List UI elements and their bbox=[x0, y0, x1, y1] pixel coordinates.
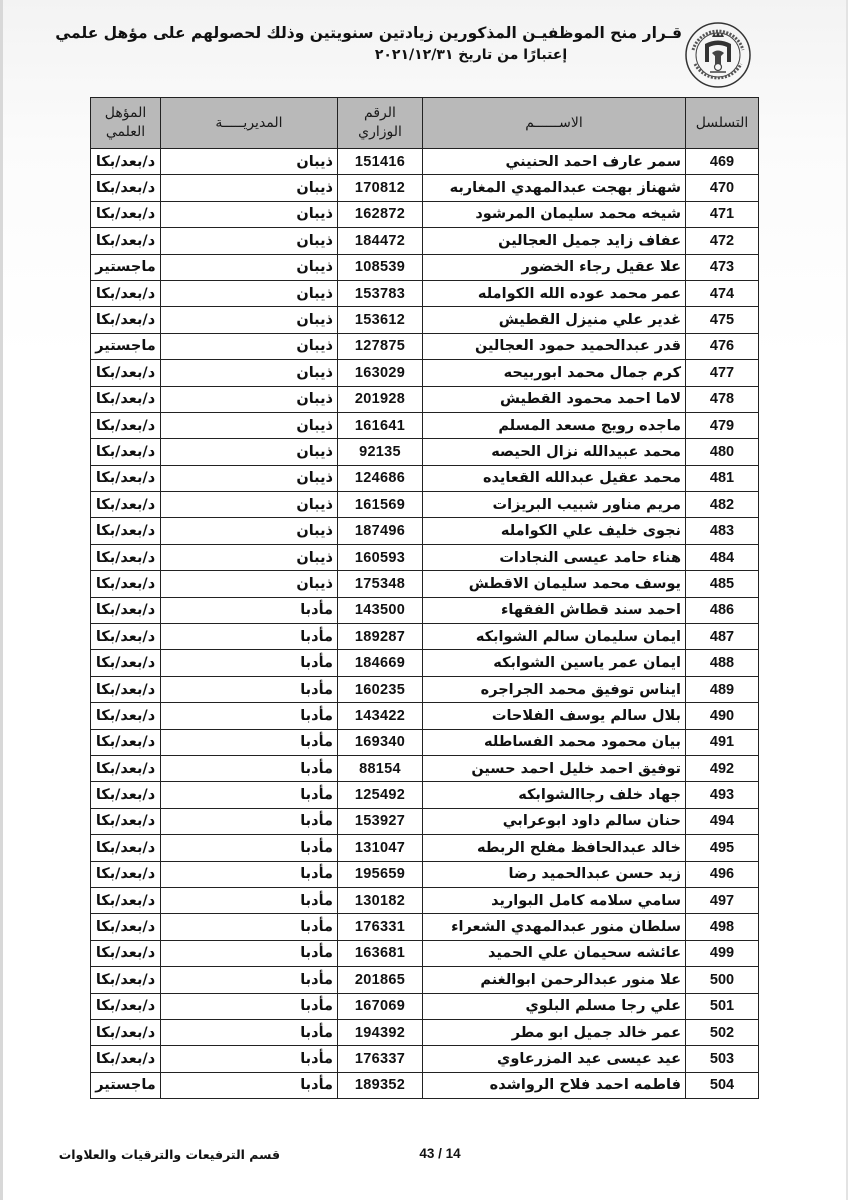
ministry-number-cell: 130182 bbox=[338, 887, 423, 913]
ministry-number-cell: 189287 bbox=[338, 624, 423, 650]
table-row bbox=[91, 254, 759, 280]
directorate-cell: ذيبان bbox=[161, 175, 338, 201]
ministry-number-cell: 169340 bbox=[338, 729, 423, 755]
document-title: قـرار منح الموظفيـن المذكورين زيادتين سنويتين وذلك لحصولهم على مؤهل علمي bbox=[55, 24, 682, 42]
serial-cell: 470 bbox=[686, 175, 759, 201]
table-row bbox=[91, 624, 759, 650]
ministry-number-cell: 175348 bbox=[338, 571, 423, 597]
qualification-cell: د/بعد/بكا bbox=[91, 887, 161, 913]
directorate-cell: ذيبان bbox=[161, 544, 338, 570]
name-cell: سامي سلامه كامل البواريد bbox=[423, 887, 686, 913]
name-cell: نجوى خليف علي الكوامله bbox=[423, 518, 686, 544]
name-cell: زيد حسن عبدالحميد رضا bbox=[423, 861, 686, 887]
qualification-cell: د/بعد/بكا bbox=[91, 1046, 161, 1072]
directorate-cell: مأدبا bbox=[161, 782, 338, 808]
footer-department: قسم الترفيعات والترقيات والعلاوات bbox=[58, 1147, 280, 1162]
employees-table bbox=[90, 97, 759, 1099]
name-cell: احمد سند قطاش الفقهاء bbox=[423, 597, 686, 623]
table-row bbox=[91, 544, 759, 570]
ministry-number-cell: 163029 bbox=[338, 360, 423, 386]
column-header-directorate bbox=[161, 98, 338, 149]
table-row bbox=[91, 887, 759, 913]
ministry-number-cell: 184472 bbox=[338, 228, 423, 254]
ministry-number-cell: 189352 bbox=[338, 1072, 423, 1098]
directorate-cell: ذيبان bbox=[161, 333, 338, 359]
qualification-cell: د/بعد/بكا bbox=[91, 993, 161, 1019]
table-row bbox=[91, 755, 759, 781]
name-cell: هناء حامد عيسى النجادات bbox=[423, 544, 686, 570]
serial-cell: 484 bbox=[686, 544, 759, 570]
ministry-number-cell: 151416 bbox=[338, 149, 423, 175]
ministry-number-cell: 131047 bbox=[338, 835, 423, 861]
name-cell: عمر خالد جميل ابو مطر bbox=[423, 1019, 686, 1045]
table-row bbox=[91, 1072, 759, 1098]
qualification-cell: د/بعد/بكا bbox=[91, 492, 161, 518]
serial-cell: 488 bbox=[686, 650, 759, 676]
qualification-cell: د/بعد/بكا bbox=[91, 149, 161, 175]
directorate-cell: ذيبان bbox=[161, 307, 338, 333]
name-cell: ماجده رويج مسعد المسلم bbox=[423, 412, 686, 438]
serial-cell: 477 bbox=[686, 360, 759, 386]
qualification-cell: د/بعد/بكا bbox=[91, 544, 161, 570]
column-header-serial-label: التسلسل bbox=[695, 114, 749, 131]
name-cell: عمر محمد عوده الله الكوامله bbox=[423, 280, 686, 306]
qualification-cell: د/بعد/بكا bbox=[91, 571, 161, 597]
serial-cell: 474 bbox=[686, 280, 759, 306]
ministry-number-cell: 143500 bbox=[338, 597, 423, 623]
name-cell: سلطان منور عبدالمهدي الشعراء bbox=[423, 914, 686, 940]
qualification-cell: د/بعد/بكا bbox=[91, 412, 161, 438]
serial-cell: 492 bbox=[686, 755, 759, 781]
table-row bbox=[91, 492, 759, 518]
ministry-number-cell: 184669 bbox=[338, 650, 423, 676]
name-cell: لاما احمد محمود القطيش bbox=[423, 386, 686, 412]
ministry-number-cell: 201865 bbox=[338, 967, 423, 993]
column-header-ministry-number-line1: الرقم bbox=[364, 105, 396, 121]
qualification-cell: د/بعد/بكا bbox=[91, 967, 161, 993]
ministry-number-cell: 195659 bbox=[338, 861, 423, 887]
table-row bbox=[91, 1019, 759, 1045]
qualification-cell: د/بعد/بكا bbox=[91, 280, 161, 306]
ministry-number-cell: 143422 bbox=[338, 703, 423, 729]
name-cell: مريم مناور شبيب البريزات bbox=[423, 492, 686, 518]
qualification-cell: د/بعد/بكا bbox=[91, 782, 161, 808]
column-header-qualification-line2: العلمي bbox=[105, 124, 146, 140]
column-header-serial bbox=[686, 98, 759, 149]
serial-cell: 471 bbox=[686, 201, 759, 227]
name-cell: جهاد خلف رجاالشوابكه bbox=[423, 782, 686, 808]
serial-cell: 481 bbox=[686, 465, 759, 491]
qualification-cell: د/بعد/بكا bbox=[91, 914, 161, 940]
serial-cell: 480 bbox=[686, 439, 759, 465]
name-cell: ايناس توفيق محمد الجراجره bbox=[423, 676, 686, 702]
directorate-cell: مأدبا bbox=[161, 914, 338, 940]
page-edge-left bbox=[0, 0, 3, 1200]
serial-cell: 497 bbox=[686, 887, 759, 913]
name-cell: علا منور عبدالرحمن ابوالغنم bbox=[423, 967, 686, 993]
serial-cell: 486 bbox=[686, 597, 759, 623]
table-row bbox=[91, 808, 759, 834]
qualification-cell: ماجستير bbox=[91, 333, 161, 359]
qualification-cell: د/بعد/بكا bbox=[91, 201, 161, 227]
directorate-cell: مأدبا bbox=[161, 861, 338, 887]
qualification-cell: د/بعد/بكا bbox=[91, 729, 161, 755]
directorate-cell: مأدبا bbox=[161, 993, 338, 1019]
table-row bbox=[91, 386, 759, 412]
table-row bbox=[91, 412, 759, 438]
table-row bbox=[91, 175, 759, 201]
serial-cell: 500 bbox=[686, 967, 759, 993]
table-row bbox=[91, 1046, 759, 1072]
serial-cell: 502 bbox=[686, 1019, 759, 1045]
table-row bbox=[91, 149, 759, 175]
table-row bbox=[91, 280, 759, 306]
serial-cell: 483 bbox=[686, 518, 759, 544]
qualification-cell: د/بعد/بكا bbox=[91, 1019, 161, 1045]
name-cell: غدير علي منيزل القطيش bbox=[423, 307, 686, 333]
qualification-cell: ماجستير bbox=[91, 1072, 161, 1098]
serial-cell: 494 bbox=[686, 808, 759, 834]
serial-cell: 503 bbox=[686, 1046, 759, 1072]
qualification-cell: د/بعد/بكا bbox=[91, 597, 161, 623]
ministry-number-cell: 88154 bbox=[338, 755, 423, 781]
qualification-cell: د/بعد/بكا bbox=[91, 808, 161, 834]
table-row bbox=[91, 650, 759, 676]
serial-cell: 472 bbox=[686, 228, 759, 254]
directorate-cell: مأدبا bbox=[161, 624, 338, 650]
name-cell: شيخه محمد سليمان المرشود bbox=[423, 201, 686, 227]
column-header-name-label: الاســــــم bbox=[525, 114, 583, 131]
name-cell: يوسف محمد سليمان الاقطش bbox=[423, 571, 686, 597]
table-row bbox=[91, 439, 759, 465]
ministry-number-cell: 160235 bbox=[338, 676, 423, 702]
ministry-number-cell: 92135 bbox=[338, 439, 423, 465]
ministry-number-cell: 176337 bbox=[338, 1046, 423, 1072]
column-header-directorate-label: المديريـــــة bbox=[215, 114, 283, 131]
directorate-cell: مأدبا bbox=[161, 755, 338, 781]
table-row bbox=[91, 940, 759, 966]
serial-cell: 498 bbox=[686, 914, 759, 940]
qualification-cell: د/بعد/بكا bbox=[91, 940, 161, 966]
ministry-emblem-icon bbox=[683, 20, 753, 90]
name-cell: محمد عقيل عبدالله القعايده bbox=[423, 465, 686, 491]
table-row bbox=[91, 703, 759, 729]
directorate-cell: مأدبا bbox=[161, 835, 338, 861]
ministry-number-cell: 167069 bbox=[338, 993, 423, 1019]
directorate-cell: مأدبا bbox=[161, 703, 338, 729]
table-row bbox=[91, 360, 759, 386]
ministry-number-cell: 162872 bbox=[338, 201, 423, 227]
column-header-qualification bbox=[91, 98, 161, 149]
ministry-number-cell: 108539 bbox=[338, 254, 423, 280]
name-cell: ايمان عمر ياسين الشوابكه bbox=[423, 650, 686, 676]
serial-cell: 499 bbox=[686, 940, 759, 966]
document-subtitle: إعتبارًا من تاريخ ٢٠٢١/١٢/٣١ bbox=[374, 47, 568, 63]
directorate-cell: ذيبان bbox=[161, 280, 338, 306]
table-header-row bbox=[91, 98, 759, 149]
table-row bbox=[91, 597, 759, 623]
name-cell: علا عقيل رجاء الخضور bbox=[423, 254, 686, 280]
name-cell: عفاف زايد جميل العجالين bbox=[423, 228, 686, 254]
ministry-number-cell: 127875 bbox=[338, 333, 423, 359]
directorate-cell: مأدبا bbox=[161, 1072, 338, 1098]
directorate-cell: ذيبان bbox=[161, 518, 338, 544]
table-row bbox=[91, 465, 759, 491]
name-cell: خالد عبدالحافظ مفلح الربطه bbox=[423, 835, 686, 861]
qualification-cell: د/بعد/بكا bbox=[91, 360, 161, 386]
name-cell: محمد عبيدالله نزال الحيصه bbox=[423, 439, 686, 465]
table-row bbox=[91, 835, 759, 861]
ministry-number-cell: 125492 bbox=[338, 782, 423, 808]
name-cell: قدر عبدالحميد حمود العجالين bbox=[423, 333, 686, 359]
table-row bbox=[91, 228, 759, 254]
directorate-cell: ذيبان bbox=[161, 465, 338, 491]
qualification-cell: د/بعد/بكا bbox=[91, 465, 161, 491]
table-row bbox=[91, 861, 759, 887]
serial-cell: 490 bbox=[686, 703, 759, 729]
directorate-cell: مأدبا bbox=[161, 808, 338, 834]
ministry-number-cell: 194392 bbox=[338, 1019, 423, 1045]
serial-cell: 495 bbox=[686, 835, 759, 861]
employees-table-container bbox=[90, 97, 758, 1099]
ministry-number-cell: 176331 bbox=[338, 914, 423, 940]
ministry-number-cell: 161569 bbox=[338, 492, 423, 518]
ministry-number-cell: 153927 bbox=[338, 808, 423, 834]
ministry-number-cell: 161641 bbox=[338, 412, 423, 438]
table-row bbox=[91, 518, 759, 544]
serial-cell: 473 bbox=[686, 254, 759, 280]
column-header-qualification-line1: المؤهل bbox=[104, 105, 147, 121]
directorate-cell: مأدبا bbox=[161, 1046, 338, 1072]
qualification-cell: د/بعد/بكا bbox=[91, 175, 161, 201]
directorate-cell: ذيبان bbox=[161, 228, 338, 254]
page-number: 43 / 14 bbox=[419, 1146, 461, 1161]
qualification-cell: ماجستير bbox=[91, 254, 161, 280]
table-body bbox=[91, 149, 759, 1099]
directorate-cell: مأدبا bbox=[161, 650, 338, 676]
directorate-cell: مأدبا bbox=[161, 676, 338, 702]
name-cell: بلال سالم يوسف الفلاحات bbox=[423, 703, 686, 729]
name-cell: حنان سالم داود ابوعرابي bbox=[423, 808, 686, 834]
table-row bbox=[91, 307, 759, 333]
table-row bbox=[91, 676, 759, 702]
serial-cell: 485 bbox=[686, 571, 759, 597]
qualification-cell: د/بعد/بكا bbox=[91, 228, 161, 254]
directorate-cell: ذيبان bbox=[161, 254, 338, 280]
table-row bbox=[91, 914, 759, 940]
directorate-cell: مأدبا bbox=[161, 1019, 338, 1045]
qualification-cell: د/بعد/بكا bbox=[91, 861, 161, 887]
table-row bbox=[91, 571, 759, 597]
serial-cell: 489 bbox=[686, 676, 759, 702]
name-cell: توفيق احمد خليل احمد حسين bbox=[423, 755, 686, 781]
name-cell: ايمان سليمان سالم الشوابكه bbox=[423, 624, 686, 650]
serial-cell: 491 bbox=[686, 729, 759, 755]
directorate-cell: ذيبان bbox=[161, 360, 338, 386]
directorate-cell: مأدبا bbox=[161, 729, 338, 755]
directorate-cell: ذيبان bbox=[161, 492, 338, 518]
column-header-ministry-number-line2: الوزاري bbox=[358, 124, 402, 140]
ministry-number-cell: 170812 bbox=[338, 175, 423, 201]
serial-cell: 482 bbox=[686, 492, 759, 518]
table-row bbox=[91, 782, 759, 808]
name-cell: علي رجا مسلم البلوي bbox=[423, 993, 686, 1019]
qualification-cell: د/بعد/بكا bbox=[91, 835, 161, 861]
ministry-number-cell: 124686 bbox=[338, 465, 423, 491]
qualification-cell: د/بعد/بكا bbox=[91, 386, 161, 412]
directorate-cell: ذيبان bbox=[161, 201, 338, 227]
qualification-cell: د/بعد/بكا bbox=[91, 703, 161, 729]
ministry-number-cell: 163681 bbox=[338, 940, 423, 966]
qualification-cell: د/بعد/بكا bbox=[91, 624, 161, 650]
qualification-cell: د/بعد/بكا bbox=[91, 439, 161, 465]
serial-cell: 476 bbox=[686, 333, 759, 359]
qualification-cell: د/بعد/بكا bbox=[91, 650, 161, 676]
name-cell: سمر عارف احمد الحنيني bbox=[423, 149, 686, 175]
table-row bbox=[91, 993, 759, 1019]
ministry-number-cell: 187496 bbox=[338, 518, 423, 544]
serial-cell: 496 bbox=[686, 861, 759, 887]
qualification-cell: د/بعد/بكا bbox=[91, 518, 161, 544]
ministry-number-cell: 201928 bbox=[338, 386, 423, 412]
serial-cell: 501 bbox=[686, 993, 759, 1019]
qualification-cell: د/بعد/بكا bbox=[91, 755, 161, 781]
table-row bbox=[91, 967, 759, 993]
serial-cell: 475 bbox=[686, 307, 759, 333]
table-row bbox=[91, 201, 759, 227]
directorate-cell: ذيبان bbox=[161, 439, 338, 465]
directorate-cell: مأدبا bbox=[161, 597, 338, 623]
directorate-cell: ذيبان bbox=[161, 571, 338, 597]
directorate-cell: ذيبان bbox=[161, 386, 338, 412]
serial-cell: 479 bbox=[686, 412, 759, 438]
serial-cell: 493 bbox=[686, 782, 759, 808]
document-header bbox=[55, 22, 682, 66]
table-header bbox=[91, 98, 759, 149]
ministry-number-cell: 160593 bbox=[338, 544, 423, 570]
name-cell: كرم جمال محمد ابوربيحه bbox=[423, 360, 686, 386]
qualification-cell: د/بعد/بكا bbox=[91, 307, 161, 333]
qualification-cell: د/بعد/بكا bbox=[91, 676, 161, 702]
column-header-ministry-number bbox=[338, 98, 423, 149]
directorate-cell: مأدبا bbox=[161, 887, 338, 913]
name-cell: بيان محمود محمد الفساطله bbox=[423, 729, 686, 755]
directorate-cell: ذيبان bbox=[161, 412, 338, 438]
name-cell: شهناز بهجت عبدالمهدي المغاربه bbox=[423, 175, 686, 201]
directorate-cell: ذيبان bbox=[161, 149, 338, 175]
ministry-number-cell: 153783 bbox=[338, 280, 423, 306]
serial-cell: 478 bbox=[686, 386, 759, 412]
name-cell: فاطمه احمد فلاح الرواشده bbox=[423, 1072, 686, 1098]
serial-cell: 487 bbox=[686, 624, 759, 650]
directorate-cell: مأدبا bbox=[161, 940, 338, 966]
column-header-name bbox=[423, 98, 686, 149]
serial-cell: 504 bbox=[686, 1072, 759, 1098]
directorate-cell: مأدبا bbox=[161, 967, 338, 993]
ministry-number-cell: 153612 bbox=[338, 307, 423, 333]
name-cell: عيد عيسى عيد المزرعاوي bbox=[423, 1046, 686, 1072]
name-cell: عائشه سحيمان علي الحميد bbox=[423, 940, 686, 966]
table-row bbox=[91, 729, 759, 755]
serial-cell: 469 bbox=[686, 149, 759, 175]
table-row bbox=[91, 333, 759, 359]
